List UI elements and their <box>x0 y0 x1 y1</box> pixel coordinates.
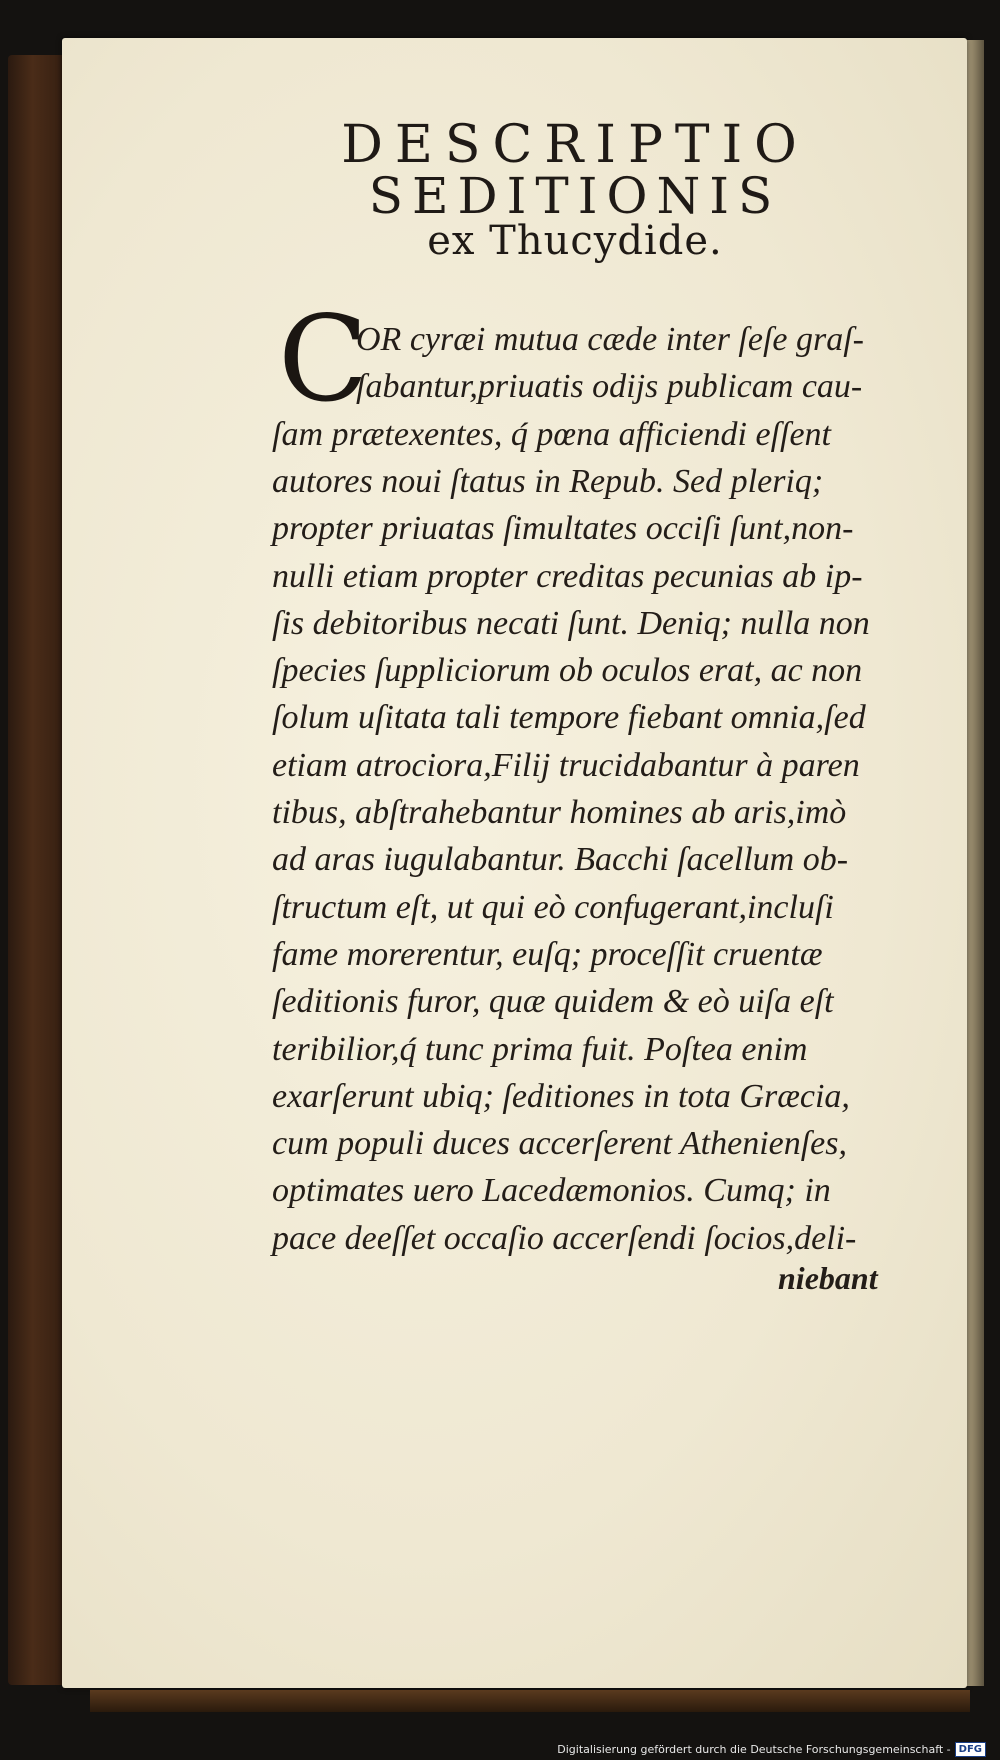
catchword: niebant <box>778 1260 878 1296</box>
text-line: pace deeſſet occaſio accerſendi ſocios,deli- <box>272 1219 857 1257</box>
text-line: autores noui ſtatus in Repub. Sed pleriq; <box>272 462 824 500</box>
text-line: ſabantur,priuatis odijs publicam cau- <box>356 368 863 406</box>
text-line: propter priuatas ſimultates occiſi ſunt,non- <box>272 510 854 548</box>
text-line: teribilior,q́ tunc prima fuit. Poſtea enim <box>272 1030 808 1068</box>
text-line: ſolum uſitata tali tempore fiebant omnia,ſed <box>272 699 866 737</box>
binding-bottom <box>90 1690 970 1712</box>
dfg-logo: DFG <box>955 1742 986 1757</box>
credit-text: Digitalisierung gefördert durch die Deutsche Forschungsgemeinschaft - <box>557 1743 951 1756</box>
text-line: ſtructum eſt, ut qui eò confugerant,incluſi <box>272 888 834 926</box>
text-line: ſam prætexentes, q́ pœna afficiendi eſſent <box>272 415 832 453</box>
digitization-credit <box>557 1742 986 1757</box>
text-line: exarſerunt ubiq; ſeditiones in tota Græcia, <box>272 1077 850 1115</box>
text-line: ſeditionis furor, quæ quidem & eò uiſa eſt <box>272 983 834 1021</box>
text-line: fame morerentur, euſq; proceſſit cruentæ <box>272 935 823 973</box>
text-line: tibus, abſtrahebantur homines ab aris,imò <box>272 794 847 831</box>
drop-cap: C <box>278 290 369 428</box>
text-line: nulli etiam propter creditas pecunias ab ip- <box>272 557 863 595</box>
text-line: ſpecies ſuppliciorum ob oculos erat, ac non <box>272 652 863 690</box>
text-line: ad aras iugulabantur. Bacchi ſacellum ob- <box>272 841 849 879</box>
heading-line-2: SEDITIONIS <box>368 167 782 225</box>
heading-line-1: DESCRIPTIO <box>341 115 809 175</box>
text-line: cum populi duces accerſerent Athenienſes, <box>272 1125 847 1163</box>
heading-line-3: ex Thucydide. <box>427 218 723 264</box>
text-line: optimates uero Lacedæmonios. Cumq; in <box>272 1172 831 1210</box>
text-line: OR cyræi mutua cæde inter ſeſe graſ- <box>356 321 865 358</box>
text-line: ſis debitoribus necati ſunt. Deniq; nulla non <box>272 604 870 642</box>
text-line: etiam atrociora,Filij trucidabantur à paren <box>272 746 860 784</box>
